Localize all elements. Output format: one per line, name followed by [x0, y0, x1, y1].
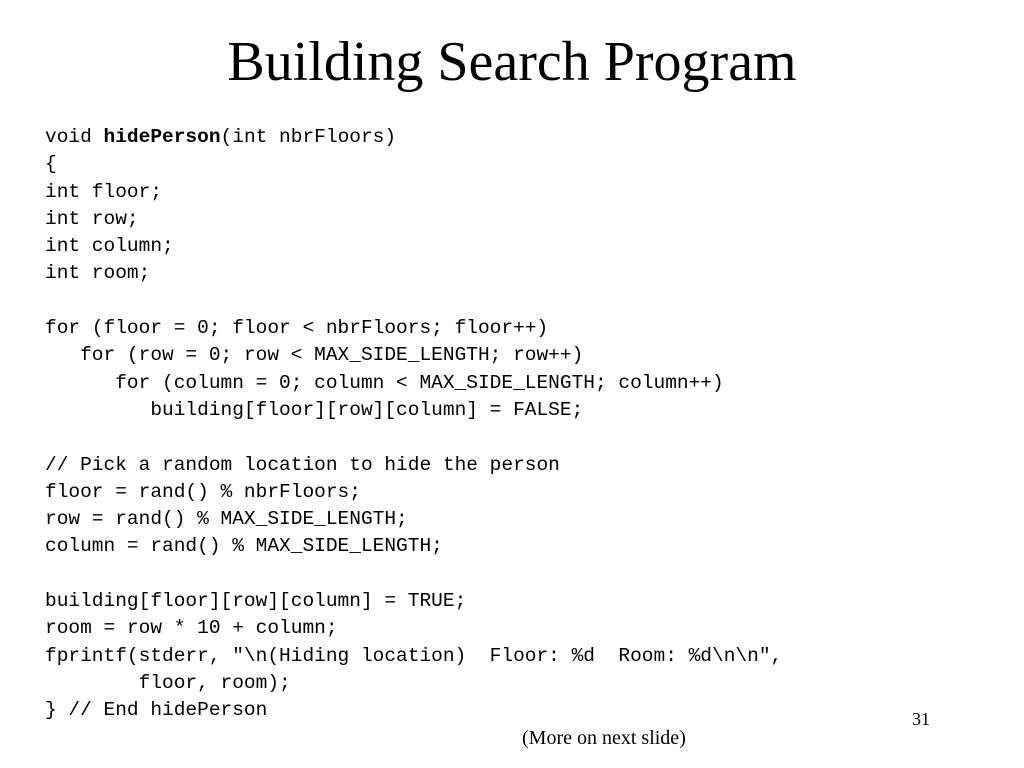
code-line: building[floor][row][column] = TRUE;: [45, 590, 467, 613]
slide-title: Building Search Program: [227, 31, 797, 93]
code-line: int floor;: [45, 180, 163, 203]
code-line: for (row = 0; row < MAX_SIDE_LENGTH; row++): [45, 344, 584, 367]
code-line: } // End hidePerson: [45, 699, 268, 722]
code-line: for (floor = 0; floor < nbrFloors; floor++): [45, 317, 549, 340]
footnote-more-on-next-slide: (More on next slide): [522, 727, 686, 749]
code-line: int room;: [45, 262, 151, 285]
slide-number: 31: [912, 709, 930, 729]
code-line: // Pick a random location to hide the person: [45, 453, 560, 476]
code-signature-params: (int nbrFloors): [220, 126, 397, 148]
code-line: [45, 424, 782, 451]
code-block: [45, 124, 782, 725]
code-line: [45, 561, 782, 588]
code-signature-prefix: void: [45, 126, 104, 148]
code-line: [45, 288, 782, 315]
code-line: for (column = 0; column < MAX_SIDE_LENGTH; column++): [45, 371, 724, 394]
code-line: row = rand() % MAX_SIDE_LENGTH;: [45, 508, 408, 531]
code-line: floor, room);: [45, 671, 291, 694]
code-line: room = row * 10 + column;: [45, 617, 338, 640]
code-line: column = rand() % MAX_SIDE_LENGTH;: [45, 535, 443, 558]
code-line: building[floor][row][column] = FALSE;: [45, 398, 584, 421]
code-line: {: [45, 153, 57, 176]
code-line: int row;: [45, 207, 139, 230]
code-function-name: hidePerson: [103, 126, 221, 148]
code-line: floor = rand() % nbrFloors;: [45, 480, 361, 503]
code-line: fprintf(stderr, "\n(Hiding location) Floor: %d Room: %d\n\n",: [45, 644, 783, 667]
code-line-signature: [45, 124, 782, 151]
code-line: int column;: [45, 235, 174, 258]
